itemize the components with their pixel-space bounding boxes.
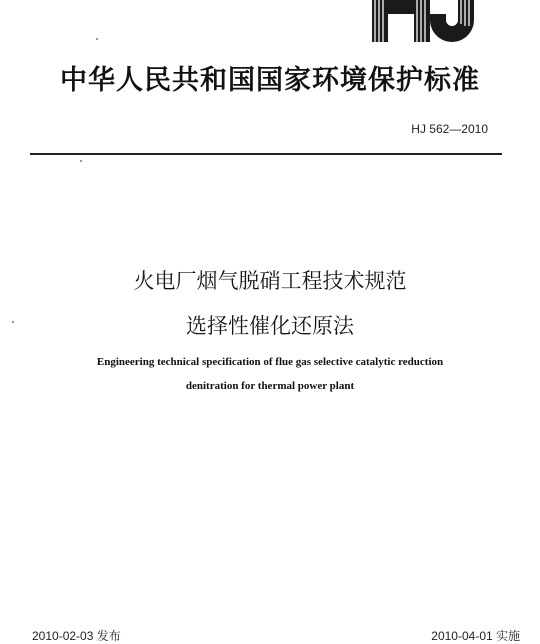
scan-speck [96,38,98,40]
document-title-english-line1: Engineering technical specification of flue gas selective catalytic reduction [96,356,444,368]
effective-date: 2010-04-01 实施 [431,629,520,643]
hj-logo [366,0,506,44]
header-divider [30,153,502,155]
document-title-chinese-line2: 选择性催化还原法 [186,314,354,338]
standard-number: HJ 562—2010 [411,122,488,136]
scan-speck [80,160,82,162]
issue-date: 2010-02-03 发布 [32,629,121,643]
document-title-english-line2: denitration for thermal power plant [185,380,355,392]
organization-title: 中华人民共和国国家环境保护标准 [60,65,480,96]
hj-logo-graphic [366,0,506,44]
document-title-chinese-line1: 火电厂烟气脱硝工程技术规范 [133,269,407,293]
